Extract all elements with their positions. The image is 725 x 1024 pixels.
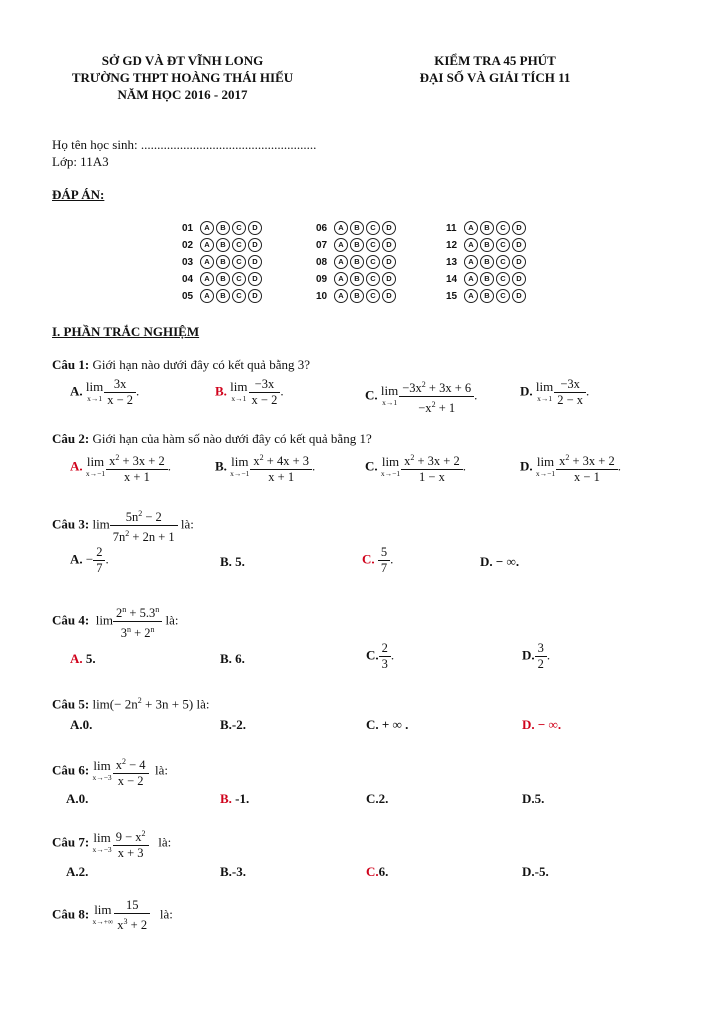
answer-row-number: 15 xyxy=(446,290,458,302)
answer-bubble-a[interactable]: A xyxy=(334,238,348,252)
answer-bubble-a[interactable]: A xyxy=(334,289,348,303)
answer-bubble-c[interactable]: C xyxy=(232,289,246,303)
question-1: Câu 1: Giới hạn nào dưới đây có kết quả bằng 3? xyxy=(52,357,310,372)
answer-bubble-a[interactable]: A xyxy=(200,289,214,303)
answer-bubble-d[interactable]: D xyxy=(248,272,262,286)
answer-row-number: 11 xyxy=(446,222,457,234)
answer-row-number: 12 xyxy=(446,239,458,251)
department-name: SỞ GD VÀ ĐT VĨNH LONG xyxy=(101,53,264,68)
answer-bubble-c[interactable]: C xyxy=(496,255,510,269)
answer-row xyxy=(446,289,526,303)
q1-option-c: C. lim x→1 $\frac{-3x^2 + 3x + 6}{-x^2 + 1}$ . xyxy=(365,377,477,416)
answer-bubble-d[interactable]: D xyxy=(248,255,262,269)
question-3: Câu 3: lim $\frac{5n^2 - 2}{7n^2 + 2n + 1}$ là: xyxy=(52,506,194,545)
student-info xyxy=(52,136,316,170)
answer-bubble-a[interactable]: A xyxy=(464,289,478,303)
answer-row xyxy=(182,255,262,269)
answer-row-number: 08 xyxy=(316,256,328,268)
answer-bubble-b[interactable]: B xyxy=(350,221,364,235)
answer-row-number: 05 xyxy=(182,290,194,302)
q6-option-c: C.2. xyxy=(366,791,389,806)
answer-bubble-c[interactable]: C xyxy=(232,238,246,252)
answer-row-number: 06 xyxy=(316,222,328,234)
q3-option-c: C. $\frac{5}{7}$ . xyxy=(362,545,394,575)
answer-bubble-c[interactable]: C xyxy=(366,289,380,303)
answer-bubble-a[interactable]: A xyxy=(464,255,478,269)
answer-bubble-b[interactable]: B xyxy=(480,272,494,286)
answer-row xyxy=(182,238,262,252)
answer-bubble-c[interactable]: C xyxy=(496,272,510,286)
answer-bubble-d[interactable]: D xyxy=(512,272,526,286)
section-title: I. PHẦN TRẮC NGHIỆM xyxy=(52,324,200,339)
answer-bubble-b[interactable]: B xyxy=(480,289,494,303)
question-4: Câu 4: lim $\frac{2^n + 5.3^n}{3^n + 2^n}$ là: xyxy=(52,602,178,641)
answer-row-number: 13 xyxy=(446,256,458,268)
q2-option-c: C. lim x→−1 $\frac{x^2 + 3x + 2}{1 - x}$ . xyxy=(365,450,466,485)
q7-option-a: A.2. xyxy=(66,864,89,879)
question-7: Câu 7: lim x→−3 $\frac{9 - x^2}{x + 3}$ là: xyxy=(52,826,171,861)
answer-row xyxy=(316,238,396,252)
q4-option-c: C. $\frac{2}{3}$ . xyxy=(366,641,395,671)
answer-bubble-c[interactable]: C xyxy=(366,255,380,269)
answer-bubble-d[interactable]: D xyxy=(248,289,262,303)
student-class: Lớp: 11A3 xyxy=(52,154,109,169)
answer-row xyxy=(446,255,526,269)
answer-bubble-b[interactable]: B xyxy=(216,238,230,252)
q5-option-c: C. + ∞ . xyxy=(366,717,409,732)
answer-bubble-b[interactable]: B xyxy=(480,255,494,269)
answer-bubble-c[interactable]: C xyxy=(496,238,510,252)
school-year: NĂM HỌC 2016 - 2017 xyxy=(117,87,248,102)
question-1-text: Giới hạn nào dưới đây có kết quả bằng 3? xyxy=(92,357,310,372)
q5-option-d: D. − ∞. xyxy=(522,717,562,732)
answer-bubble-d[interactable]: D xyxy=(512,221,526,235)
answer-bubble-c[interactable]: C xyxy=(232,272,246,286)
question-6: Câu 6: lim x→−3 $\frac{x^2 - 4}{x - 2}$ là: xyxy=(52,754,168,789)
q1-option-d: D. lim x→1 $\frac{-3x}{2 - x}$ . xyxy=(520,377,590,407)
answer-key-title: ĐÁP ÁN: xyxy=(52,187,105,202)
answer-bubble-a[interactable]: A xyxy=(334,255,348,269)
question-5: Câu 5: $\lim(- 2n^2 + 3n + 5)$ là: xyxy=(52,696,210,712)
q3-option-a: A. − $\frac{2}{7}$ . xyxy=(70,545,109,575)
answer-bubble-d[interactable]: D xyxy=(382,221,396,235)
answer-bubble-b[interactable]: B xyxy=(480,238,494,252)
answer-bubble-c[interactable]: C xyxy=(366,221,380,235)
answer-row xyxy=(182,272,262,286)
question-2: Câu 2: Giới hạn của hàm số nào dưới đây có kết quả bằng 1? xyxy=(52,431,372,446)
answer-bubble-b[interactable]: B xyxy=(480,221,494,235)
q1-option-b: B. lim x→1 $\frac{-3x}{x - 2}$ . xyxy=(215,377,284,407)
q5-option-b: B.-2. xyxy=(220,717,246,732)
answer-bubble-a[interactable]: A xyxy=(464,238,478,252)
answer-row xyxy=(316,221,396,235)
student-name-field: Họ tên học sinh: ...................................................... xyxy=(52,137,317,152)
answer-bubble-a[interactable]: A xyxy=(200,272,214,286)
answer-bubble-c[interactable]: C xyxy=(366,272,380,286)
q3-option-d: D. − ∞. xyxy=(480,554,520,569)
q7-option-d: D.-5. xyxy=(522,864,549,879)
answer-bubble-b[interactable]: B xyxy=(216,272,230,286)
answer-bubble-d[interactable]: D xyxy=(512,289,526,303)
answer-row-number: 04 xyxy=(182,273,194,285)
q6-option-d: D.5. xyxy=(522,791,545,806)
answer-bubble-d[interactable]: D xyxy=(248,238,262,252)
answer-bubble-c[interactable]: C xyxy=(496,289,510,303)
answer-bubble-a[interactable]: A xyxy=(200,255,214,269)
answer-bubble-a[interactable]: A xyxy=(200,221,214,235)
answer-row-number: 14 xyxy=(446,273,458,285)
answer-row xyxy=(446,238,526,252)
q1-option-a: A. lim x→1 $\frac{3x}{x - 2}$ . xyxy=(70,377,140,407)
answer-bubble-d[interactable]: D xyxy=(382,238,396,252)
q3-option-b: B. 5. xyxy=(220,554,245,569)
q4-option-a: A. 5. xyxy=(70,651,96,666)
answer-bubble-c[interactable]: C xyxy=(366,238,380,252)
answer-bubble-b[interactable]: B xyxy=(350,255,364,269)
exam-header xyxy=(390,52,600,86)
answer-row-number: 09 xyxy=(316,273,328,285)
q2-option-a: A. lim x→−1 $\frac{x^2 + 3x + 2}{x + 1}$ . xyxy=(70,450,171,485)
answer-bubble-b[interactable]: B xyxy=(216,255,230,269)
q5-option-a: A.0. xyxy=(70,717,93,732)
question-2-text: Giới hạn của hàm số nào dưới đây có kết quả bằng 1? xyxy=(92,431,372,446)
answer-bubble-d[interactable]: D xyxy=(382,255,396,269)
answer-row xyxy=(316,255,396,269)
answer-row xyxy=(316,272,396,286)
answer-row xyxy=(182,221,262,235)
school-name: TRƯỜNG THPT HOÀNG THÁI HIẾU xyxy=(71,70,294,85)
answer-bubble-a[interactable]: A xyxy=(200,238,214,252)
answer-row xyxy=(446,272,526,286)
answer-bubble-d[interactable]: D xyxy=(382,289,396,303)
q7-option-b: B.-3. xyxy=(220,864,246,879)
answer-bubble-d[interactable]: D xyxy=(512,238,526,252)
answer-bubble-a[interactable]: A xyxy=(464,221,478,235)
answer-row-number: 07 xyxy=(316,239,328,251)
school-header xyxy=(50,52,315,103)
answer-bubble-d[interactable]: D xyxy=(382,272,396,286)
q4-option-b: B. 6. xyxy=(220,651,245,666)
answer-bubble-d[interactable]: D xyxy=(512,255,526,269)
answer-bubble-c[interactable]: C xyxy=(232,221,246,235)
q2-option-d: D. lim x→−1 $\frac{x^2 + 3x + 2}{x - 1}$ . xyxy=(520,450,621,485)
answer-row-number: 02 xyxy=(182,239,194,251)
q6-option-b: B. -1. xyxy=(220,791,250,806)
q2-option-b: B. lim x→−1 $\frac{x^2 + 4x + 3}{x + 1}$ . xyxy=(215,450,315,485)
q6-option-a: A.0. xyxy=(66,791,89,806)
answer-bubble-d[interactable]: D xyxy=(248,221,262,235)
q7-option-c: C.6. xyxy=(366,864,389,879)
answer-bubble-b[interactable]: B xyxy=(350,289,364,303)
answer-bubble-b[interactable]: B xyxy=(350,272,364,286)
answer-bubble-a[interactable]: A xyxy=(334,221,348,235)
exam-subject: ĐẠI SỐ VÀ GIẢI TÍCH 11 xyxy=(419,70,571,85)
answer-row xyxy=(316,289,396,303)
answer-bubble-c[interactable]: C xyxy=(496,221,510,235)
question-8: Câu 8: lim x→+∞ $\frac{15}{x^3 + 2}$ là: xyxy=(52,898,173,933)
answer-bubble-b[interactable]: B xyxy=(216,221,230,235)
answer-row xyxy=(446,221,526,235)
exam-title: KIỂM TRA 45 PHÚT xyxy=(434,53,556,68)
answer-bubble-b[interactable]: B xyxy=(350,238,364,252)
answer-bubble-a[interactable]: A xyxy=(334,272,348,286)
answer-row-number: 10 xyxy=(316,290,328,302)
q4-option-d: D. $\frac{3}{2}$ . xyxy=(522,641,551,671)
answer-bubble-b[interactable]: B xyxy=(216,289,230,303)
answer-row-number: 03 xyxy=(182,256,194,268)
answer-row xyxy=(182,289,262,303)
answer-bubble-c[interactable]: C xyxy=(232,255,246,269)
answer-row-number: 01 xyxy=(182,222,194,234)
answer-bubble-a[interactable]: A xyxy=(464,272,478,286)
